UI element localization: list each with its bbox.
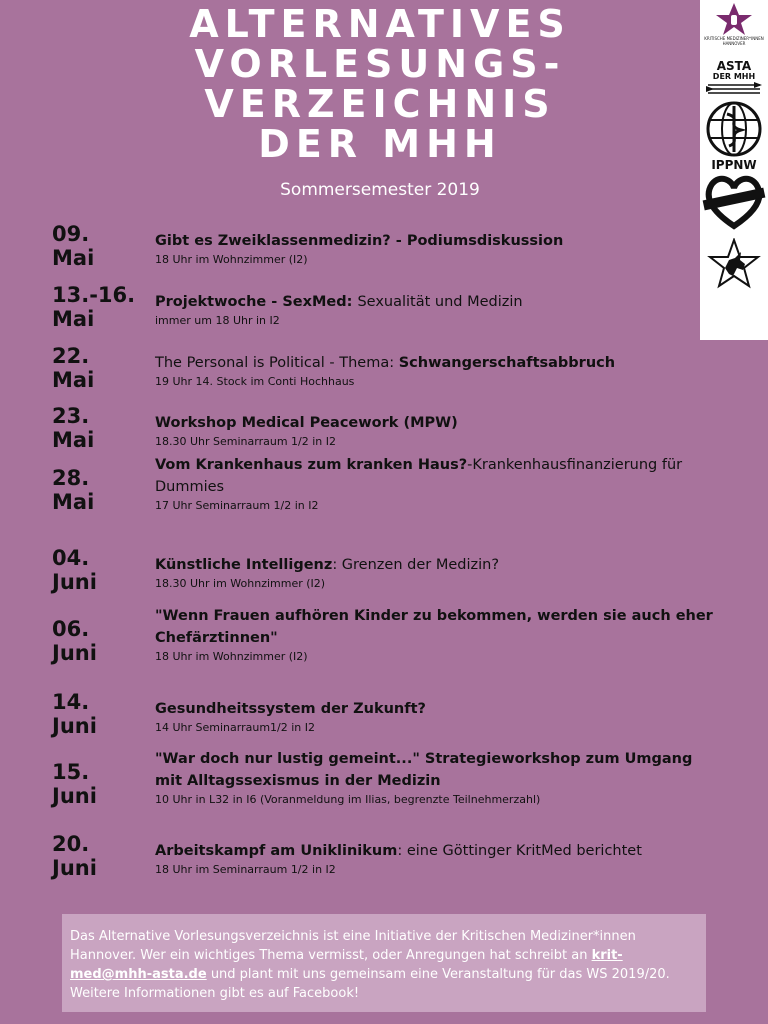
heart-icon — [702, 172, 766, 230]
asta-logo-subtext: DER MHH — [712, 72, 756, 81]
title-line: DER MHH — [258, 122, 502, 166]
ippnw-logo-text: IPPNW — [711, 158, 757, 172]
event-title-part: Arbeitskampf am Uniklinikum — [155, 843, 398, 859]
event-title-part: : Grenzen der Medizin? — [332, 557, 500, 573]
title-line: VERZEICHNIS — [204, 82, 556, 126]
kritmed-logo — [702, 2, 766, 46]
event-title — [155, 840, 715, 862]
title-line: VORLESUNGS- — [194, 42, 566, 86]
event-day: 14. — [52, 690, 90, 714]
event-info — [155, 291, 715, 329]
event-info — [155, 748, 715, 808]
event-details: immer um 18 Uhr in I2 — [155, 314, 280, 327]
event-month: Juni — [52, 641, 97, 665]
event-day: 23. — [52, 404, 90, 428]
event-date — [52, 283, 147, 331]
event-info — [155, 698, 715, 736]
event-day: 06. — [52, 617, 90, 641]
title-line: ALTERNATIVES — [189, 2, 571, 46]
event-title — [155, 748, 715, 792]
asta-logo — [702, 60, 766, 96]
event-title-part: Künstliche Intelligenz — [155, 557, 333, 573]
asta-arrows-icon — [704, 82, 764, 96]
heart-logo — [702, 172, 766, 230]
logo-column — [700, 0, 768, 340]
event-day: 15. — [52, 760, 90, 784]
event-details: 14 Uhr Seminarraum1/2 in I2 — [155, 721, 316, 734]
info-text-end: und plant mit uns gemeinsam eine Veranstaltung für das WS 2019/20. Weitere Informationen gibt es auf Facebook! — [70, 967, 670, 1001]
event-day: 09. — [52, 222, 90, 246]
event-title-part: Schwangerschaftsabbruch — [398, 355, 616, 371]
event-info — [155, 454, 715, 514]
event-title-part: Gesundheitssystem der Zukunft? — [155, 701, 426, 717]
event-date — [52, 466, 147, 514]
event-info — [155, 230, 715, 268]
event-month: Juni — [52, 856, 97, 880]
event-info — [155, 352, 715, 390]
event-info — [155, 605, 715, 665]
event-date — [52, 832, 147, 880]
event-title-part: Vom Krankenhaus zum kranken Haus? — [155, 457, 468, 473]
event-date — [52, 546, 147, 594]
event-title — [155, 352, 715, 374]
event-details: 18.30 Uhr Seminarraum 1/2 in I2 — [155, 435, 337, 448]
info-text-start: Das Alternative Vorlesungsverzeichnis ist eine Initiative der Kritischen Mediziner*innen Hannover. Wer ein wichtiges Thema vermisst, oder Anregungen hat schreibt an — [70, 929, 636, 963]
event-title-part: "War doch nur lustig gemeint..." Strategieworkshop zum Umgang mit Alltagssexismus in der Medizin — [155, 751, 693, 789]
event-month: Juni — [52, 570, 97, 594]
asta-logo-text: ASTA — [716, 59, 752, 73]
event-day: 13.-16. — [52, 283, 136, 307]
event-title — [155, 412, 715, 434]
event-title — [155, 554, 715, 576]
event-title-part: Projektwoche - SexMed: — [155, 294, 358, 310]
event-title — [155, 454, 715, 498]
event-date — [52, 344, 147, 392]
page-title — [90, 4, 670, 164]
event-title — [155, 230, 715, 252]
event-info — [155, 412, 715, 450]
event-title-part: : eine Göttinger KritMed berichtet — [397, 843, 642, 859]
event-month: Mai — [52, 490, 95, 514]
star-unicorn-icon — [707, 238, 761, 292]
kritmed-logo-text: KRITISCHE MEDIZINER*INNEN HANNOVER — [704, 36, 764, 46]
event-title-part: Sexualität und Medizin — [357, 294, 523, 310]
event-details: 18 Uhr im Seminarraum 1/2 in I2 — [155, 863, 336, 876]
event-details: 10 Uhr in L32 in I6 (Voranmeldung im Ilias, begrenzte Teilnehmerzahl) — [155, 793, 541, 806]
info-box — [62, 914, 706, 1012]
event-month: Mai — [52, 368, 95, 392]
star-fist-icon — [714, 2, 754, 36]
event-month: Mai — [52, 246, 95, 270]
event-day: 22. — [52, 344, 90, 368]
event-month: Juni — [52, 784, 97, 808]
event-info — [155, 554, 715, 592]
event-day: 28. — [52, 466, 90, 490]
event-title — [155, 291, 715, 313]
event-day: 20. — [52, 832, 90, 856]
event-details: 18 Uhr im Wohnzimmer (I2) — [155, 253, 308, 266]
event-details: 17 Uhr Seminarraum 1/2 in I2 — [155, 499, 319, 512]
event-title — [155, 605, 715, 649]
ippnw-logo — [702, 100, 766, 172]
event-details: 18.30 Uhr im Wohnzimmer (I2) — [155, 577, 326, 590]
event-details: 19 Uhr 14. Stock im Conti Hochhaus — [155, 375, 355, 388]
event-month: Juni — [52, 714, 97, 738]
event-title — [155, 698, 715, 720]
event-date — [52, 404, 147, 452]
event-title-part: Gibt es Zweiklassenmedizin? - Podiumsdiskussion — [155, 233, 564, 249]
event-title-part: The Personal is Political - Thema: — [155, 355, 399, 371]
event-date — [52, 617, 147, 665]
contact-email-link[interactable]: krit-med@mhh-asta.de — [70, 948, 623, 982]
event-date — [52, 760, 147, 808]
event-date — [52, 222, 147, 270]
event-month: Mai — [52, 307, 95, 331]
event-details: 18 Uhr im Wohnzimmer (I2) — [155, 650, 308, 663]
event-title-part: Workshop Medical Peacework (MPW) — [155, 415, 458, 431]
globe-staff-icon — [705, 100, 763, 158]
event-date — [52, 690, 147, 738]
event-title-part: "Wenn Frauen aufhören Kinder zu bekommen, werden sie auch eher Chefärztinnen" — [155, 608, 713, 646]
event-title-part: -Krankenhausfinanzierung für Dummies — [155, 457, 683, 495]
semester-subtitle: Sommersemester 2019 — [280, 180, 480, 200]
event-day: 04. — [52, 546, 90, 570]
event-info — [155, 840, 715, 878]
event-month: Mai — [52, 428, 95, 452]
